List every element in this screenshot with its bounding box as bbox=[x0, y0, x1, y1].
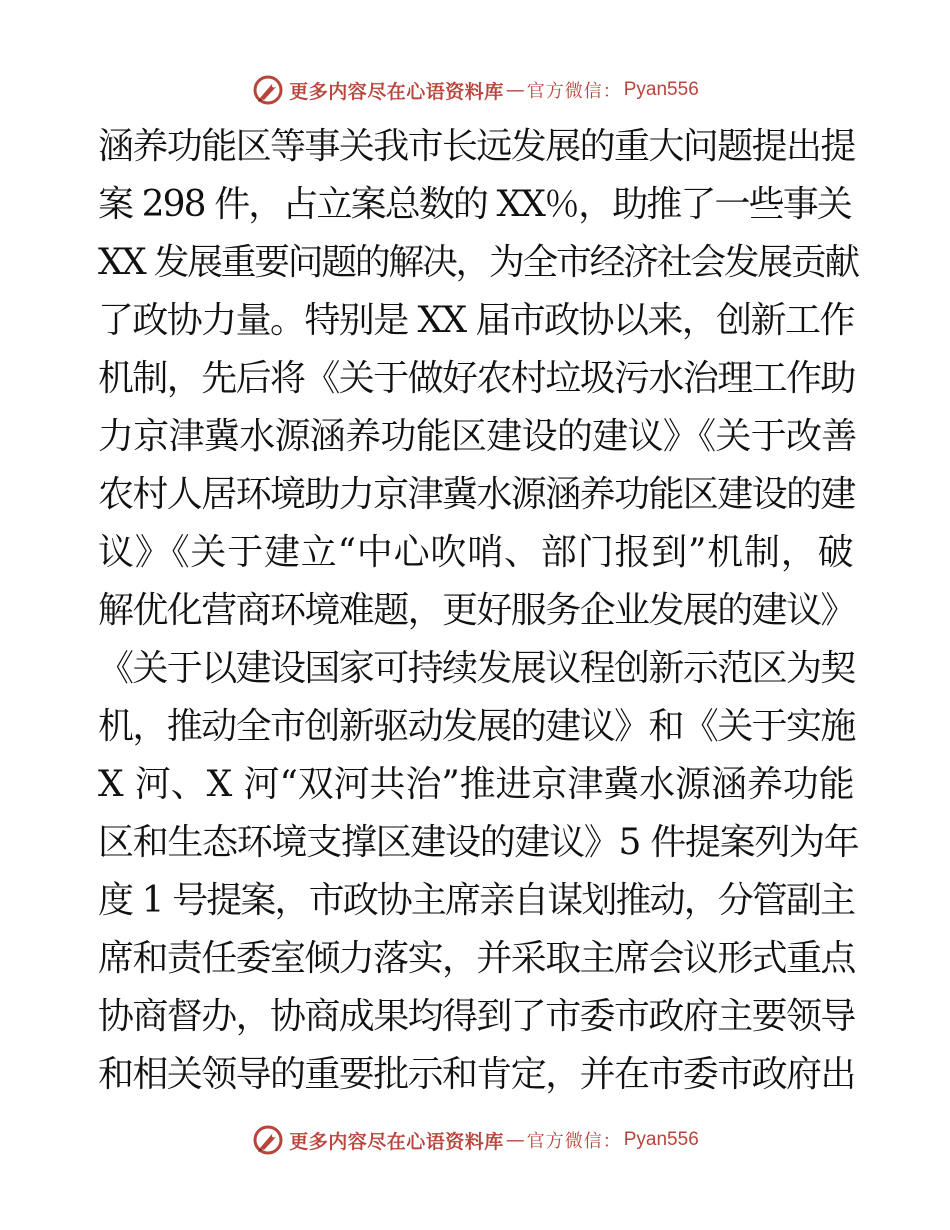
text-line-8: 议》《关于建立“中心吹哨、部门报到”机制，破 bbox=[98, 532, 855, 573]
text-line-4: 了政协力量。特别是 XX 届市政协以来，创新工作 bbox=[98, 300, 854, 341]
banner-separator: — bbox=[505, 79, 525, 101]
text-line-2: 案 298 件，占立案总数的 XX％，助推了一些事关 bbox=[98, 184, 851, 225]
text-line-11: 机，推动全市创新驱动发展的建议》和《关于实施 bbox=[98, 706, 855, 747]
header-banner bbox=[0, 70, 950, 110]
pen-logo-icon bbox=[251, 73, 285, 107]
text-line-16: 协商督办，协商成果均得到了市委市政府主要领导 bbox=[98, 996, 855, 1037]
text-line-17: 和相关领导的重要批示和肯定，并在市委市政府出 bbox=[98, 1054, 855, 1095]
text-line-10: 《关于以建设国家可持续发展议程创新示范区为契 bbox=[98, 648, 855, 689]
banner-wechat-id: Pyan556 bbox=[623, 79, 699, 100]
text-line-12: X 河、X 河“双河共治”推进京津冀水源涵养功能 bbox=[98, 764, 855, 805]
footer-banner bbox=[0, 1120, 950, 1160]
banner-wechat-id: Pyan556 bbox=[623, 1129, 699, 1150]
text-line-15: 席和责任委室倾力落实，并采取主席会议形式重点 bbox=[98, 938, 855, 979]
text-line-6: 力京津冀水源涵养功能区建设的建议》《关于改善 bbox=[98, 416, 857, 457]
text-line-5: 机制，先后将《关于做好农村垃圾污水治理工作助 bbox=[98, 358, 855, 399]
text-line-9: 解优化营商环境难题，更好服务企业发展的建议》 bbox=[98, 590, 855, 631]
text-line-1: 涵养功能区等事关我市长远发展的重大问题提出提 bbox=[98, 126, 855, 167]
banner-main-text: 更多内容尽在心语资料库 bbox=[289, 1130, 504, 1153]
text-line-7: 农村人居环境助力京津冀水源涵养功能区建设的建 bbox=[98, 474, 855, 515]
text-line-13: 区和生态环境支撑区建设的建议》5 件提案列为年 bbox=[98, 822, 859, 863]
banner-separator: — bbox=[505, 1129, 525, 1151]
banner-official-label: 官方微信： bbox=[526, 81, 622, 102]
banner-main-text: 更多内容尽在心语资料库 bbox=[289, 80, 504, 103]
text-line-14: 度 1 号提案，市政协主席亲自谋划推动，分管副主 bbox=[98, 880, 855, 921]
banner-official-label: 官方微信： bbox=[526, 1131, 622, 1152]
pen-logo-icon bbox=[251, 1123, 285, 1157]
text-line-3: XX 发展重要问题的解决，为全市经济社会发展贡献 bbox=[98, 242, 858, 283]
